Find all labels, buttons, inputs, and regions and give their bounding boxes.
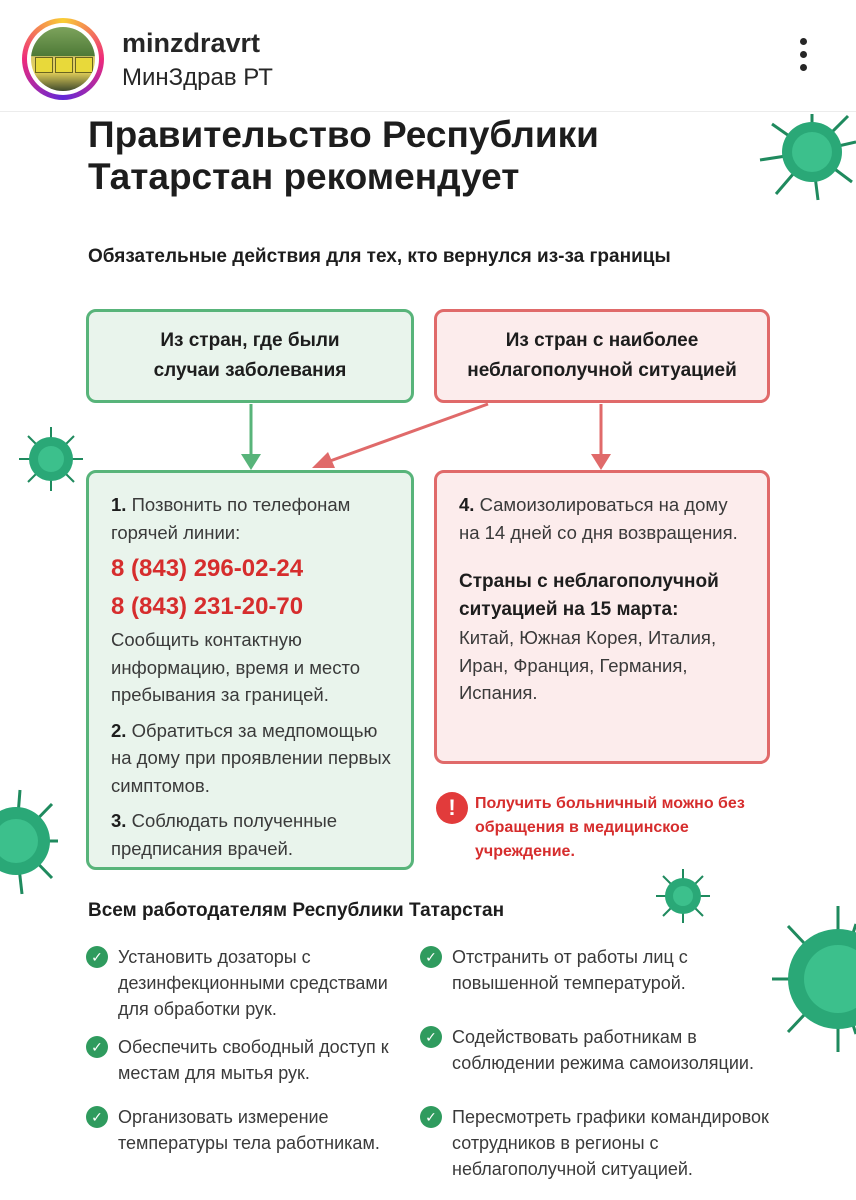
box-steps-green bbox=[86, 470, 414, 870]
hotline-phone-2[interactable]: 8 (843) 231-20-70 bbox=[111, 593, 304, 620]
hotline-phone-1[interactable]: 8 (843) 296-02-24 bbox=[111, 555, 304, 582]
list-item bbox=[86, 1034, 416, 1104]
account-subname[interactable]: МинЗдрав РТ bbox=[122, 64, 273, 91]
check-icon: ✓ bbox=[86, 1106, 108, 1128]
warning-text: Получить больничный можно без обращения в медицинское учреждение. bbox=[475, 795, 745, 860]
countries-heading: Страны с неблагополучной ситуацией на 15 марта: bbox=[459, 571, 719, 620]
check-icon: ✓ bbox=[86, 946, 108, 968]
arrow-red-diagonal bbox=[330, 404, 488, 461]
list-item-text: Обеспечить свободный доступ к местам для мытья рук. bbox=[118, 1037, 389, 1083]
step-1 bbox=[111, 491, 391, 546]
box-b-line: Из стран с наиболее bbox=[505, 330, 699, 351]
arrow-red-down-head bbox=[591, 454, 611, 470]
box-a-line: Из стран, где были bbox=[160, 330, 340, 351]
step-number: 3. bbox=[111, 810, 127, 831]
username[interactable]: minzdravrt bbox=[122, 28, 261, 58]
employers-list-left bbox=[86, 944, 416, 1156]
step-number: 2. bbox=[111, 719, 127, 741]
step-3 bbox=[111, 807, 391, 862]
list-item-text: Организовать измерение температуры тела работникам. bbox=[118, 1107, 380, 1153]
list-item bbox=[420, 944, 815, 1024]
poster-title-line: Татарстан рекомендует bbox=[88, 156, 520, 197]
list-item-text: Пересмотреть графики командировок сотрудников в регионы с неблагополучной ситуацией. bbox=[452, 1107, 769, 1179]
box-a-line: случаи заболевания bbox=[153, 360, 347, 381]
check-icon: ✓ bbox=[420, 946, 442, 968]
check-icon: ✓ bbox=[420, 1026, 442, 1048]
poster-subtitle: Обязательные действия для тех, кто вернулся из-за границы bbox=[88, 246, 671, 267]
poster-title-line: Правительство Республики bbox=[88, 114, 599, 155]
list-item-text: Отстранить от работы лиц с повышенной температурой. bbox=[452, 947, 688, 993]
check-icon: ✓ bbox=[420, 1106, 442, 1128]
step-text: Обратиться за медпомощью на дому при проявлении первых симптомов. bbox=[111, 719, 391, 796]
list-item-text: Установить дозаторы с дезинфекционными средствами для обработки рук. bbox=[118, 947, 388, 1019]
step-1-extra: Сообщить контактную информацию, время и место пребывания за границей. bbox=[111, 629, 361, 705]
step-text: Соблюдать полученные предписания врачей. bbox=[111, 810, 338, 859]
list-item bbox=[420, 1024, 815, 1104]
list-item bbox=[86, 944, 416, 1034]
check-icon: ✓ bbox=[86, 1036, 108, 1058]
list-item bbox=[86, 1104, 416, 1156]
list-item bbox=[420, 1104, 815, 1182]
step-2 bbox=[111, 717, 391, 800]
step-number: 4. bbox=[459, 494, 475, 515]
step-text: Самоизолироваться на дому на 14 дней со дня возвращения. bbox=[459, 494, 738, 543]
box-steps-red bbox=[434, 470, 770, 764]
employers-title: Всем работодателям Республики Татарстан bbox=[88, 900, 505, 921]
step-number: 1. bbox=[111, 494, 127, 515]
step-text: Позвонить по телефонам горячей линии: bbox=[111, 494, 351, 543]
countries-list: Китай, Южная Корея, Италия, Иран, Франция, Германия, Испания. bbox=[459, 627, 717, 703]
warning-icon: ! bbox=[436, 792, 468, 824]
box-b-line: неблагополучной ситуацией bbox=[467, 360, 737, 381]
arrow-green-head bbox=[241, 454, 261, 470]
step-4 bbox=[459, 491, 749, 546]
employers-list-right bbox=[420, 944, 815, 1182]
list-item-text: Содействовать работникам в соблюдении режима самоизоляции. bbox=[452, 1027, 754, 1073]
